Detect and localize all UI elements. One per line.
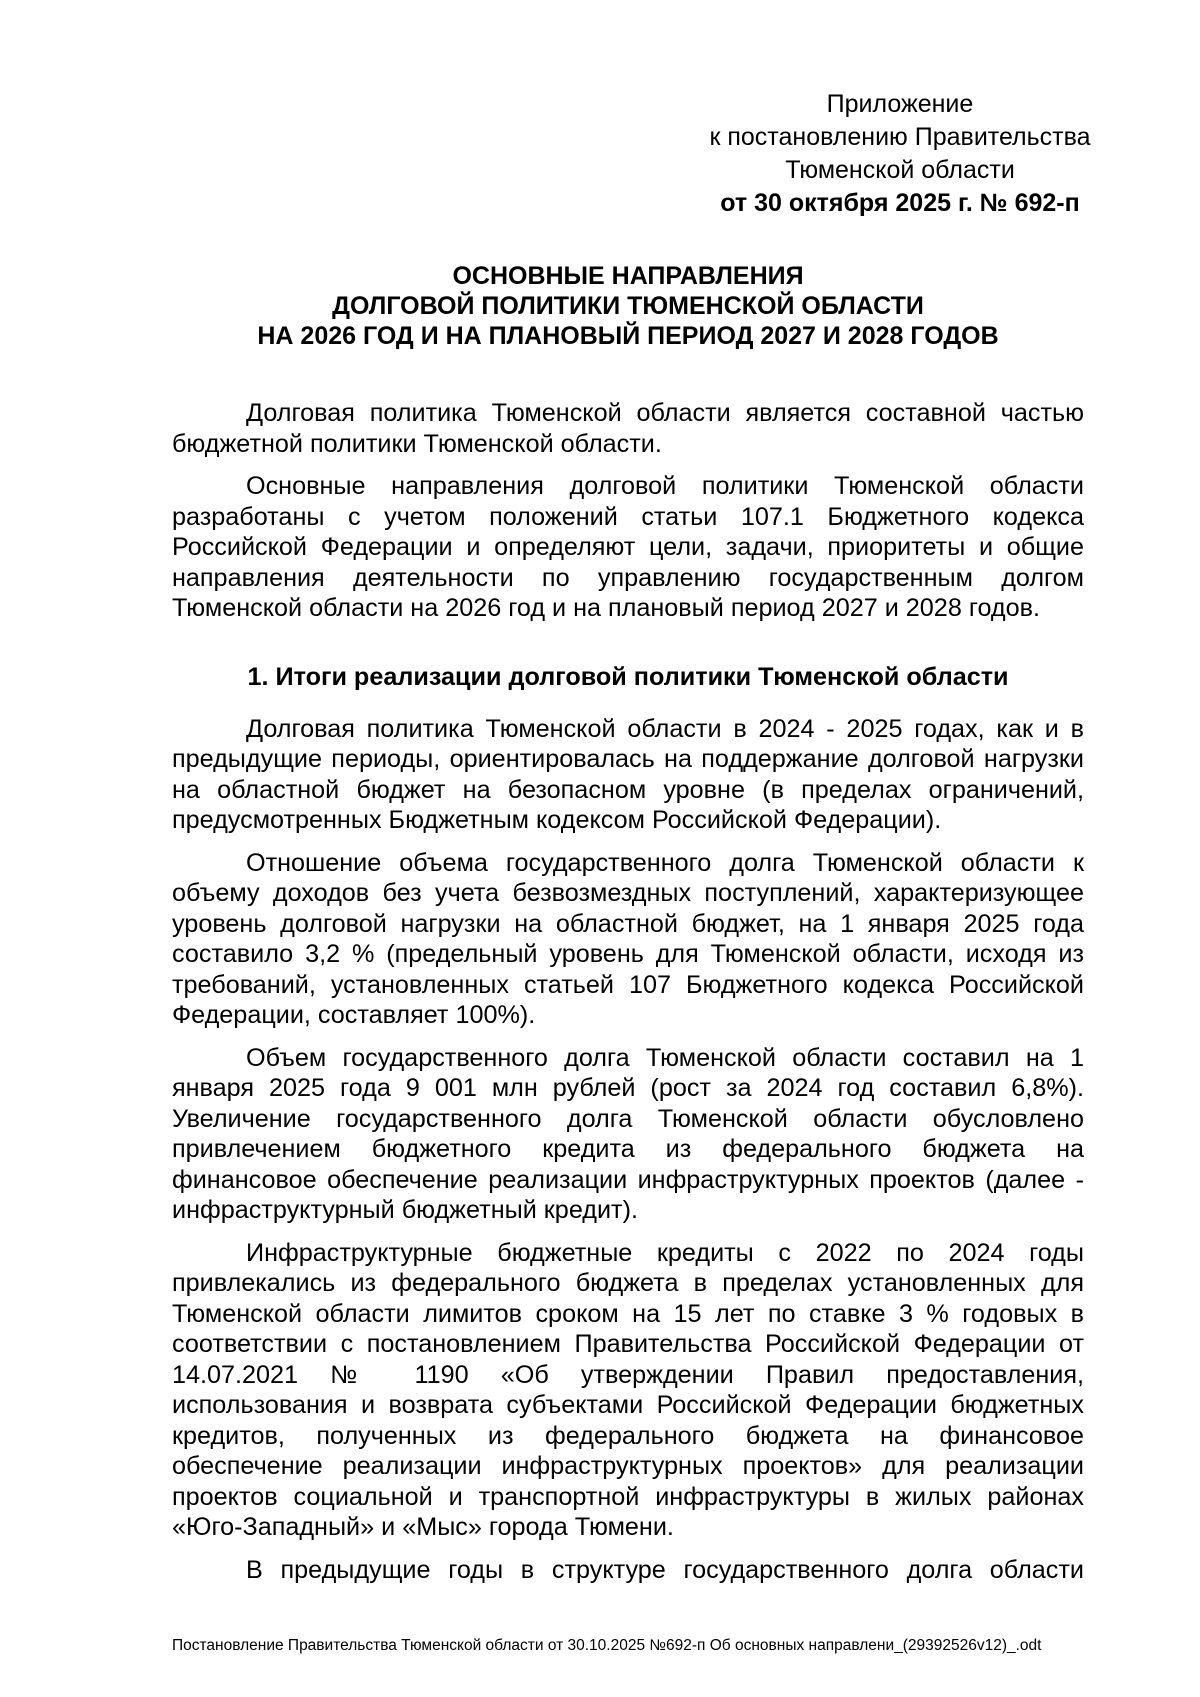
title-line-1: ОСНОВНЫЕ НАПРАВЛЕНИЯ <box>452 262 804 290</box>
section-1-paragraph-2: Отношение объема государственного долга Тюменской области к объему доходов без учета безвозмездных поступлений, характеризующее уровень долговой нагрузки на областной бюджет, на 1 января 2025 года составило 3,2 % (предельный уровень для Тюменской области, исходя из требований, установленных статьей 107 Бюджетного кодекса Российской Федерации, составляет 100%). <box>172 848 1084 1029</box>
document-title <box>172 261 1084 351</box>
appendix-resolution-ref: к постановлению Правительства <box>709 123 1091 151</box>
appendix-region: Тюменской области <box>785 156 1015 184</box>
intro-paragraph-2: Основные направления долговой политики Тюменской области разработаны с учетом положений статьи 107.1 Бюджетного кодекса Российской Федерации и определяют цели, задачи, приоритеты и общие направления деятельности по управлению государственным долгом Тюменской области на 2026 год и на плановый период 2027 и 2028 годов. <box>172 472 1084 622</box>
title-line-2: ДОЛГОВОЙ ПОЛИТИКИ ТЮМЕНСКОЙ ОБЛАСТИ <box>332 292 924 320</box>
intro-paragraph-1: Долговая политика Тюменской области является составной частью бюджетной политики Тюменской области. <box>172 399 1084 458</box>
appendix-label: Приложение <box>826 90 974 118</box>
section-1-paragraph-5: В предыдущие годы в структуре государственного долга области <box>246 1555 1084 1584</box>
appendix-block <box>660 88 1140 220</box>
section-1-paragraph-4: Инфраструктурные бюджетные кредиты с 2022 по 2024 годы привлекались из федерального бюджета в пределах установленных для Тюменской области лимитов сроком на 15 лет по ставке 3 % годовых в соответствии с постановлением Правительства Российской Федерации от 14.07.2021 № 1190 «Об утверждении Правил предоставления, использования и возврата субъектами Российской Федерации бюджетных кредитов, полученных из федерального бюджета на финансовое обеспечение реализации инфраструктурных проектов» для реализации проектов социальной и транспортной инфраструктуры в жилых районах «Юго-Западный» и «Мыс» города Тюмени. <box>172 1238 1084 1541</box>
appendix-date-number: от 30 октября 2025 г. № 692-п <box>720 189 1080 217</box>
page-footer: Постановление Правительства Тюменской области от 30.10.2025 №692-п Об основных направлени_(29392526v12)_.odt <box>172 1637 1042 1654</box>
section-1-paragraph-3: Объем государственного долга Тюменской области составил на 1 января 2025 года 9 001 млн рублей (рост за 2024 год составил 6,8%). Увеличение государственного долга Тюменской области обусловлено привлечением бюджетного кредита из федерального бюджета на финансовое обеспечение реализации инфраструктурных проектов (далее - инфраструктурный бюджетный кредит). <box>172 1043 1084 1224</box>
title-line-3: НА 2026 ГОД И НА ПЛАНОВЫЙ ПЕРИОД 2027 И 2028 ГОДОВ <box>257 322 999 350</box>
section-1-heading: 1. Итоги реализации долговой политики Тюменской области <box>247 662 1009 691</box>
document-body <box>172 398 1084 1597</box>
section-1-paragraph-1: Долговая политика Тюменской области в 2024 - 2025 годах, как и в предыдущие периоды, ориентировалась на поддержание долговой нагрузки на областной бюджет на безопасном уровне (в пределах ограничений, предусмотренных Бюджетным кодексом Российской Федерации). <box>172 714 1084 834</box>
